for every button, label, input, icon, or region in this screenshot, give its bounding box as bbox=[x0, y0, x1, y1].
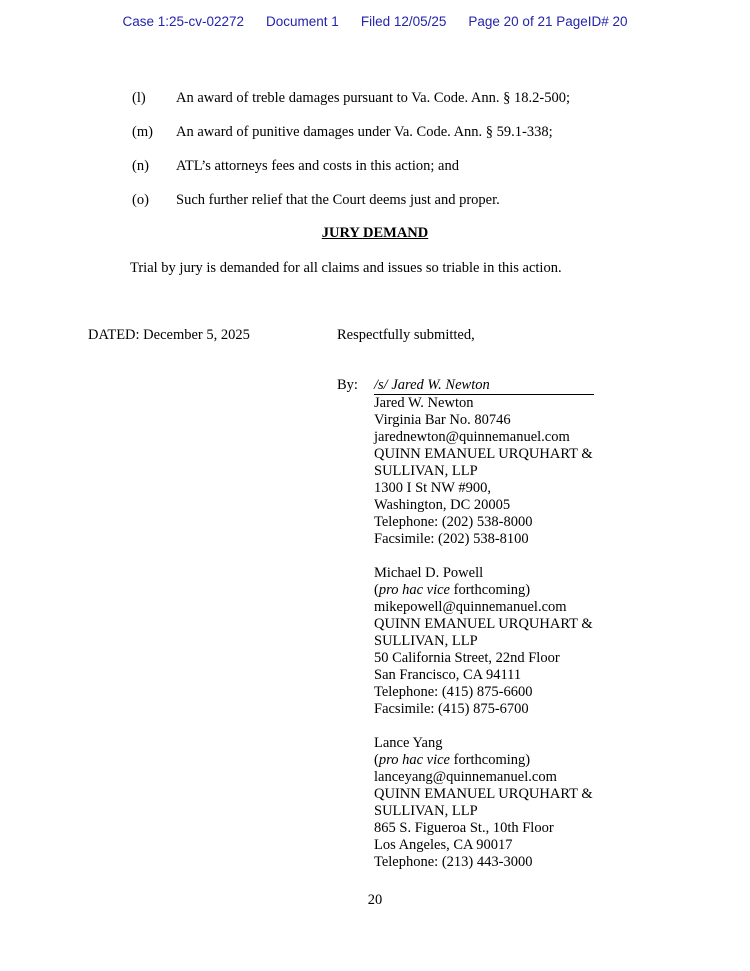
relief-item-text: An award of punitive damages under Va. Code. Ann. § 59.1-338; bbox=[176, 124, 553, 140]
jury-demand-heading: JURY DEMAND bbox=[321, 225, 429, 241]
signature-line-text: Michael D. Powell bbox=[374, 565, 484, 581]
signature-line-text: 50 California Street, 22nd Floor bbox=[374, 650, 560, 666]
relief-item bbox=[132, 124, 670, 141]
signature-line-text: QUINN EMANUEL URQUHART & bbox=[374, 786, 593, 802]
filed-date: Filed 12/05/25 bbox=[360, 14, 447, 29]
signature-line-text: Virginia Bar No. 80746 bbox=[374, 412, 511, 428]
respectfully-submitted: Respectfully submitted, bbox=[337, 327, 475, 343]
attorney-block bbox=[374, 565, 647, 718]
signature-line-text: QUINN EMANUEL URQUHART & bbox=[374, 616, 593, 632]
signature-line-text: San Francisco, CA 94111 bbox=[374, 667, 522, 683]
relief-item-label: (m) bbox=[132, 124, 153, 140]
signature-line-text: Washington, DC 20005 bbox=[374, 497, 511, 513]
attorney-block bbox=[374, 735, 647, 871]
signature-line-text: SULLIVAN, LLP bbox=[374, 803, 478, 819]
relief-item-text: ATL’s attorneys fees and costs in this action; and bbox=[176, 158, 459, 174]
relief-item-label: (l) bbox=[132, 90, 146, 106]
signature-area bbox=[337, 377, 647, 871]
signature-line-text: 865 S. Figueroa St., 10th Floor bbox=[374, 820, 554, 836]
signature-line-text: Jared W. Newton bbox=[374, 395, 474, 411]
relief-item-label: (n) bbox=[132, 158, 149, 174]
relief-item-text: Such further relief that the Court deems just and proper. bbox=[176, 192, 500, 208]
dated-line: DATED: December 5, 2025 bbox=[88, 327, 250, 343]
relief-item bbox=[132, 192, 670, 209]
signature-line-text: 1300 I St NW #900, bbox=[374, 480, 491, 496]
attorney-blocks bbox=[374, 395, 647, 871]
header-stamp bbox=[0, 14, 750, 29]
signature-line-text: SULLIVAN, LLP bbox=[374, 463, 478, 479]
signature-line-text: (pro hac vice forthcoming) bbox=[374, 752, 531, 768]
signature-line-text: Facsimile: (202) 538-8100 bbox=[374, 531, 529, 547]
signature-line-text: (pro hac vice forthcoming) bbox=[374, 582, 531, 598]
page-info: Page 20 of 21 PageID# 20 bbox=[468, 14, 628, 29]
signature-by-row bbox=[337, 377, 647, 395]
signature-line-text: SULLIVAN, LLP bbox=[374, 633, 478, 649]
signature-line-text: mikepowell@quinnemanuel.com bbox=[374, 599, 567, 615]
relief-item-label: (o) bbox=[132, 192, 149, 208]
signature-line-text: QUINN EMANUEL URQUHART & bbox=[374, 446, 593, 462]
by-label: By: bbox=[337, 377, 358, 393]
relief-item bbox=[132, 158, 670, 175]
relief-item bbox=[132, 90, 670, 107]
document-number: Document 1 bbox=[266, 14, 339, 29]
signature-line-text: Telephone: (415) 875-6600 bbox=[374, 684, 533, 700]
page-number: 20 bbox=[367, 892, 383, 908]
signature-line-text: lanceyang@quinnemanuel.com bbox=[374, 769, 557, 785]
signature-block-gap bbox=[374, 718, 647, 735]
signature-line-text: Los Angeles, CA 90017 bbox=[374, 837, 513, 853]
relief-item-text: An award of treble damages pursuant to Va. Code. Ann. § 18.2-500; bbox=[176, 90, 570, 106]
jury-demand-paragraph: Trial by jury is demanded for all claims and issues so triable in this action. bbox=[130, 260, 562, 276]
signature-line-text: Facsimile: (415) 875-6700 bbox=[374, 701, 529, 717]
relief-list bbox=[132, 90, 670, 226]
electronic-signature: /s/ Jared W. Newton bbox=[374, 377, 594, 395]
attorney-block bbox=[374, 395, 647, 548]
signature-line-text: Telephone: (202) 538-8000 bbox=[374, 514, 533, 530]
signature-line-text: Telephone: (213) 443-3000 bbox=[374, 854, 533, 870]
signature-line-text: Lance Yang bbox=[374, 735, 443, 751]
signature-block-gap bbox=[374, 548, 647, 565]
signature-line-text: jarednewton@quinnemanuel.com bbox=[374, 429, 570, 445]
case-number: Case 1:25-cv-02272 bbox=[122, 14, 245, 29]
